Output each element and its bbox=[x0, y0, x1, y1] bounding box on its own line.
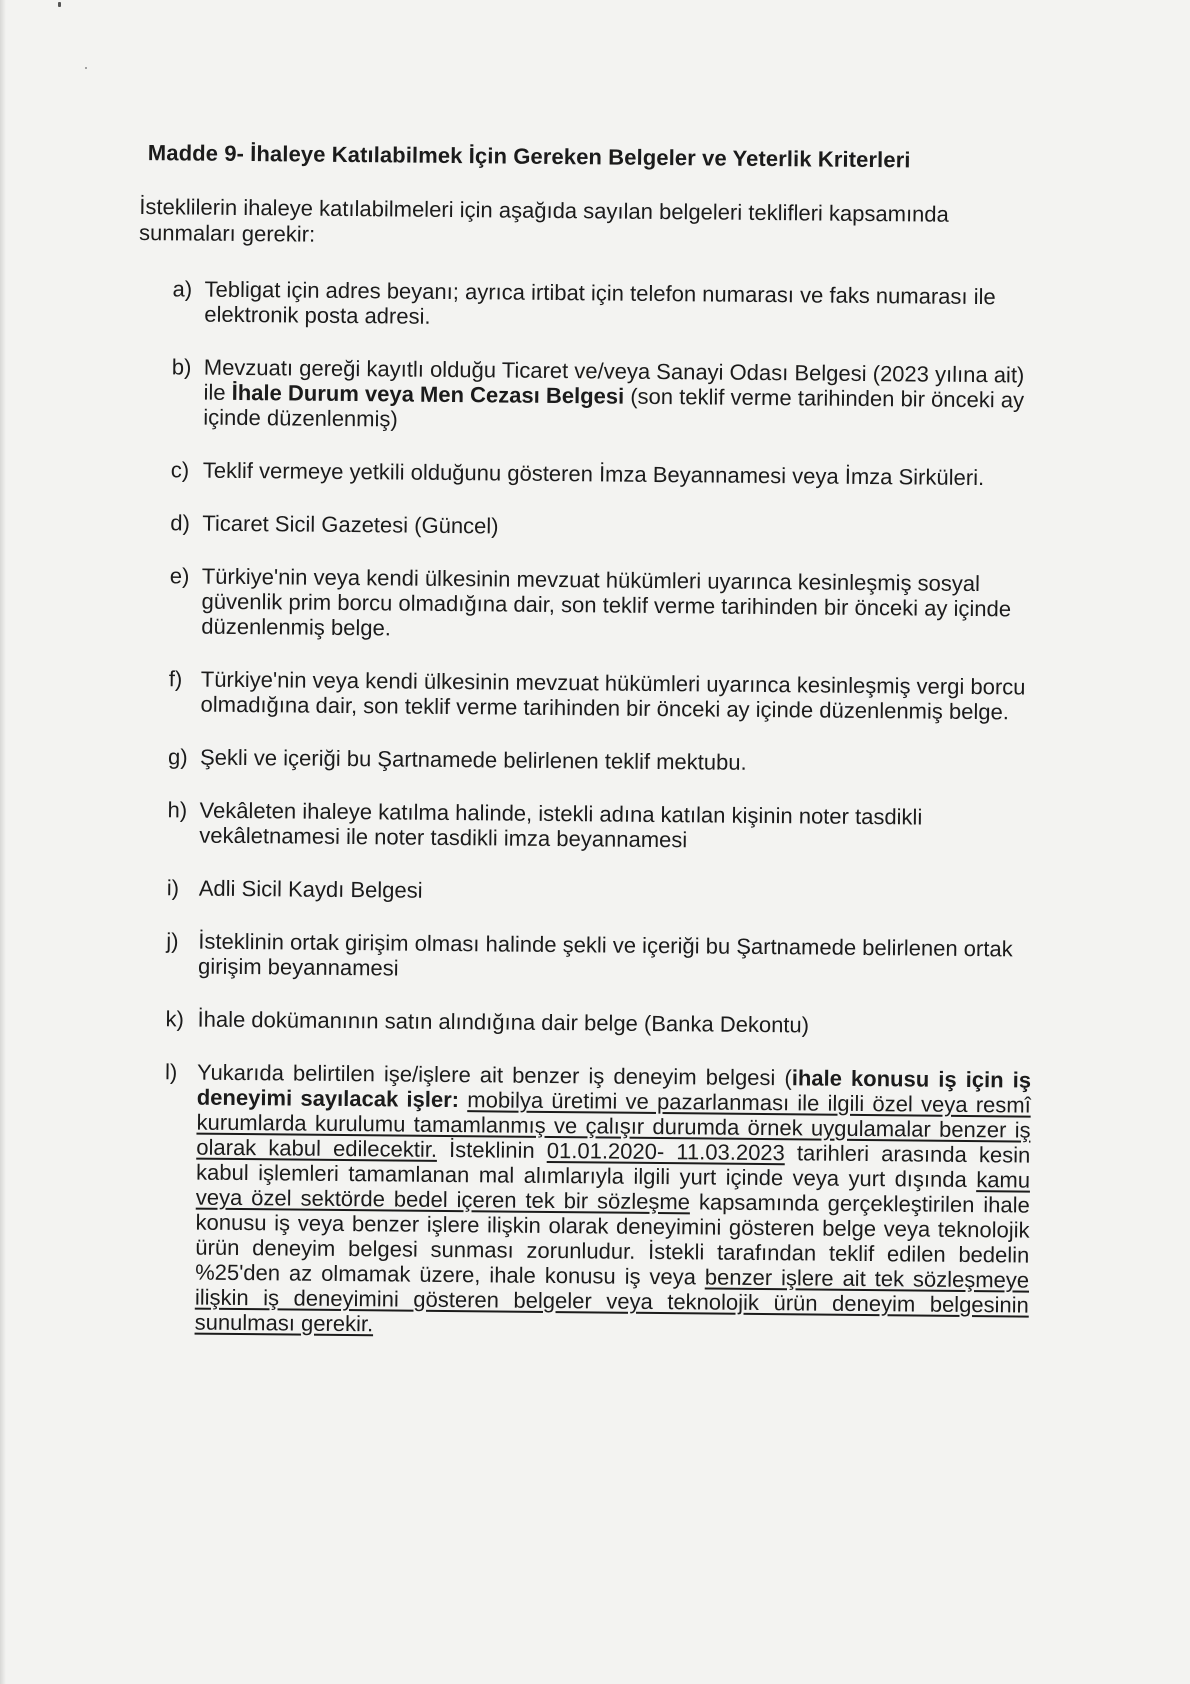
intro-paragraph: İsteklilerin ihaleye katılabilmeleri için aşağıda sayılan belgeleri teklifleri kapsamında sunmaları gerekir: bbox=[138, 193, 949, 247]
scan-speck bbox=[85, 67, 87, 69]
item-text-underlined: kamu veya özel sektörde bedel içeren tek bir sözleşme bbox=[195, 1167, 1031, 1215]
item-marker: d) bbox=[170, 510, 191, 536]
item-text-underlined: mobilya üretimi ve pazarlanması ile ilgili özel veya resmî kurumlarda kurulumu tamamlanmış ve çalışır durumda örnek uygulamalar benzer iş olarak kabul edilecektir. bbox=[196, 1087, 1031, 1162]
item-text bbox=[195, 1060, 1032, 1343]
list-item-b bbox=[137, 354, 1038, 438]
item-marker: a) bbox=[172, 276, 193, 302]
document-body bbox=[128, 140, 1040, 1371]
item-text: Türkiye'nin veya kendi ülkesinin mevzuat hükümleri uyarınca kesinleşmiş vergi borcu olmadığına dair, son teklif verme tarihinden bir önceki ay içinde düzenlenmiş belge. bbox=[200, 666, 1026, 725]
item-text: Ticaret Sicil Gazetesi (Güncel) bbox=[202, 510, 499, 539]
item-marker: c) bbox=[170, 457, 190, 483]
item-text-part: tarihleri arasında kesin kabul işlemleri tamamlanan mal alımlarıyla ilgili yurt içinde veya yurt dışında bbox=[195, 1140, 1031, 1193]
list-item-g bbox=[134, 744, 1034, 778]
list-item-c bbox=[137, 457, 1037, 491]
list-item-h bbox=[133, 797, 1033, 856]
item-text: İsteklinin ortak girişim olması halinde şekli ve içeriği bu Şartnamede belirlenen ortak girişim beyannamesi bbox=[197, 928, 1013, 981]
item-text-part: (son teklif verme tarihinden bir önceki ay içinde düzenlenmiş) bbox=[203, 383, 1025, 432]
item-marker: b) bbox=[171, 354, 192, 380]
item-text-bold: İhale Durum veya Men Cezası Belgesi bbox=[231, 379, 625, 409]
article-heading: Madde 9- İhaleye Katılabilmek İçin Gereken Belgeler ve Yeterlik Kriterleri bbox=[147, 140, 911, 173]
item-text-underlined: 01.01.2020- 11.03.2023 bbox=[546, 1137, 785, 1166]
item-text: Türkiye'nin veya kendi ülkesinin mevzuat hükümleri uyarınca kesinleşmiş sosyal güvenlik prim borcu olmadığına dair, son teklif verme tarihinden bir önceki ay içinde düzenlenmiş belge. bbox=[201, 563, 1012, 641]
list-item-i bbox=[133, 875, 1033, 909]
item-marker: e) bbox=[169, 563, 190, 589]
list-item-l bbox=[129, 1059, 1032, 1343]
item-text-part: Yukarıda belirtilen işe/işlere ait benzer iş deneyim belgesi ( bbox=[196, 1059, 792, 1091]
item-text-part: kapsamında gerçekleştirilen ihale konusu iş veya benzer işlere ilişkin olarak deneyimini gösteren belge veya teknolojik ürün deneyim belgesi sunması zorunludur. İstekli tarafından teklif edilen bedelin %25'den az olmamak üzere, ihale konusu iş veya bbox=[195, 1189, 1030, 1290]
scan-speck bbox=[58, 2, 61, 7]
list-item-d bbox=[136, 510, 1036, 544]
item-text: Tebligat için adres beyanı; ayrıca irtibat için telefon numarası ve faks numarası ile elektronik posta adresi. bbox=[204, 276, 996, 329]
item-marker: f) bbox=[168, 666, 183, 692]
item-text: Vekâleten ihaleye katılma halinde, istekli adına katılan kişinin noter tasdikli vekâletnamesi ile noter tasdikli imza beyannamesi bbox=[199, 797, 923, 853]
item-text: Adli Sicil Kaydı Belgesi bbox=[198, 875, 423, 903]
item-text: İhale dokümanının satın alındığına dair belge (Banka Dekontu) bbox=[197, 1006, 810, 1038]
list-item-k bbox=[131, 1006, 1031, 1040]
list-item-f bbox=[134, 666, 1034, 725]
list-item-e bbox=[135, 563, 1036, 647]
item-marker: i) bbox=[166, 875, 180, 901]
item-marker: h) bbox=[167, 797, 188, 823]
item-marker: j) bbox=[166, 928, 179, 954]
item-text-part bbox=[459, 1087, 467, 1112]
item-text-underlined: benzer işlere ait tek sözleşmeye ilişkin iş deneyimini gösteren belgeler veya teknolojik ürün deneyim belgesinin sunulması gerekir. bbox=[194, 1264, 1030, 1337]
item-text: Şekli ve içeriği bu Şartnamede belirlenen teklif mektubu. bbox=[199, 744, 747, 775]
item-text bbox=[203, 355, 1038, 438]
item-text-part: Mevzuatı gereği kayıtlı olduğu Ticaret ve/veya Sanayi Odası Belgesi (2023 yılına ait) ile bbox=[203, 354, 1025, 405]
list-item-j bbox=[132, 928, 1032, 987]
item-text-bold: ihale konusu iş için iş deneyimi sayılacak işler: bbox=[196, 1065, 1032, 1113]
scan-edge bbox=[0, 0, 6, 1684]
item-text-part: İsteklinin bbox=[436, 1136, 547, 1163]
item-marker: g) bbox=[167, 744, 188, 770]
item-marker: l) bbox=[164, 1059, 178, 1085]
list-item-a bbox=[138, 276, 1038, 335]
item-marker: k) bbox=[165, 1006, 185, 1032]
item-text: Teklif vermeye yetkili olduğunu gösteren İmza Beyannamesi veya İmza Sirküleri. bbox=[202, 457, 985, 491]
